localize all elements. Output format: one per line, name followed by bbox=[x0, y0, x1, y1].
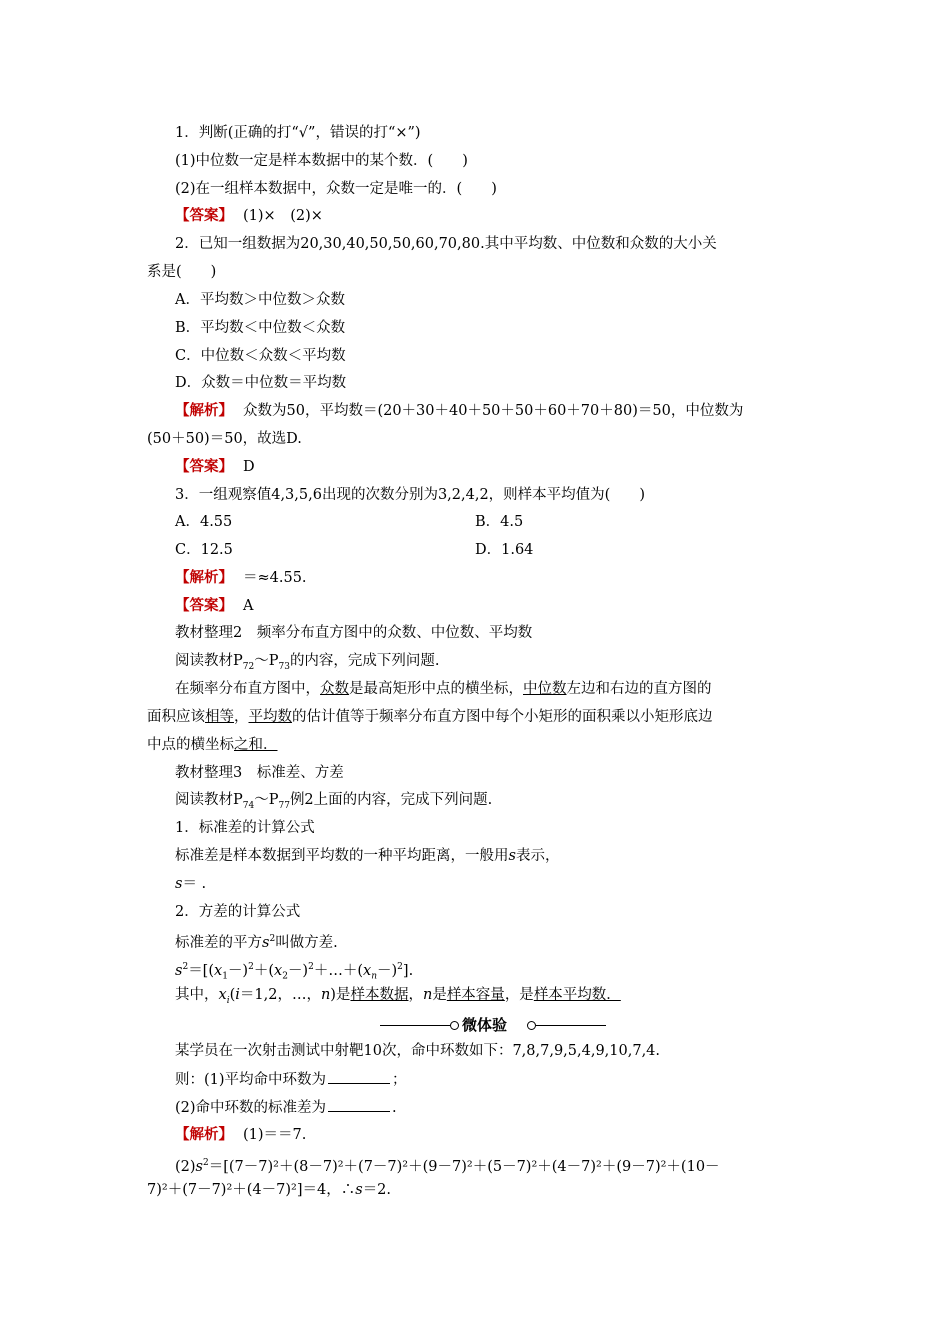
reading-text: 阅读教材P bbox=[175, 792, 243, 808]
para-text: 表示， bbox=[515, 848, 560, 864]
para-text: 中点的横坐标 bbox=[147, 737, 234, 753]
q2-analysis-line-2: (50＋50)＝50，故选D. bbox=[147, 431, 302, 447]
subscript: 2 bbox=[282, 971, 288, 982]
divider-dot-left bbox=[450, 1021, 459, 1030]
analysis-text: (2) bbox=[175, 1158, 196, 1175]
para-text: 左边和右边的直方图的 bbox=[566, 681, 712, 697]
para-text: 在频率分布直方图中， bbox=[175, 681, 320, 697]
q1-item-1: (1)中位数一定是样本数据中的某个数．( ) bbox=[175, 153, 468, 169]
variable: x bbox=[218, 987, 227, 1003]
analysis-text: ＝[(7－7)²＋(8－7)²＋(7－7)²＋(9－7)²＋(5－7)²＋(4－7)²＋(9－7)²＋(10－ bbox=[208, 1158, 720, 1175]
section2-paragraph-line-1 bbox=[175, 679, 712, 699]
sd-description bbox=[175, 846, 559, 866]
variable: i bbox=[235, 987, 240, 1003]
para-text: 标准差的平方 bbox=[175, 934, 262, 951]
superscript: 2 bbox=[182, 962, 189, 972]
blank-answer: 样本容量 bbox=[446, 987, 505, 1003]
para-text: ＝1,2，…， bbox=[239, 987, 321, 1003]
section2-paragraph-line-3 bbox=[147, 735, 278, 755]
section3-heading: 教材整理3 标准差、方差 bbox=[175, 765, 344, 781]
formula-text: ＋…＋( bbox=[313, 962, 364, 979]
micro-problem: 某学员在一次射击测试中射靶10次，命中环数如下：7,8,7,9,5,4,9,10,7,4. bbox=[175, 1043, 661, 1059]
variance-formula bbox=[175, 957, 413, 987]
micro-analysis-line-1 bbox=[175, 1125, 306, 1145]
q2-analysis-line-1 bbox=[175, 401, 743, 421]
divider-line-right bbox=[536, 1025, 606, 1026]
divider-line-left bbox=[380, 1025, 450, 1026]
reading-text: 阅读教材P bbox=[175, 653, 243, 669]
para-text: 是最高矩形中点的横坐标， bbox=[349, 681, 523, 697]
micro-experience-divider bbox=[380, 1015, 606, 1037]
variance-description bbox=[175, 929, 338, 953]
micro-analysis-line-2 bbox=[175, 1153, 720, 1177]
formula-text: ＝ . bbox=[182, 876, 207, 892]
micro-question-2 bbox=[175, 1097, 397, 1118]
q2-stem-line-2: 系是( ) bbox=[147, 264, 217, 280]
q2-analysis-text-1: 众数为50，平均数＝(20＋30＋40＋50＋50＋60＋70＋80)＝50，中位数为 bbox=[243, 403, 744, 419]
para-text: ，是 bbox=[504, 987, 534, 1003]
q1-stem: 1．判断(正确的打“√”，错误的打“×”) bbox=[175, 125, 421, 141]
superscript: 2 bbox=[203, 1158, 209, 1168]
q3-option-a: A．4.55 bbox=[175, 514, 233, 530]
subscript: i bbox=[226, 995, 230, 1006]
para-text: ， bbox=[234, 709, 249, 725]
blank-answer: 相等 bbox=[205, 709, 234, 725]
analysis-text: 7)²＋(7－7)²＋(4－7)²]＝4，∴ bbox=[147, 1182, 356, 1198]
reading-text: ～P bbox=[254, 653, 279, 669]
blank-answer: 平均数 bbox=[248, 709, 292, 725]
formula-text: ]. bbox=[402, 962, 414, 979]
micro-experience-title: 微体验 bbox=[462, 1016, 508, 1034]
q2-option-b: B．平均数＜中位数＜众数 bbox=[175, 320, 346, 336]
para-text: 叫做方差. bbox=[275, 934, 338, 951]
variable: s bbox=[175, 962, 183, 979]
blank-answer: 样本平均数． bbox=[533, 987, 621, 1003]
answer-tag: 【答案】 bbox=[175, 207, 233, 224]
subscript: n bbox=[371, 971, 377, 982]
blank-answer: 样本数据 bbox=[350, 987, 409, 1003]
variable: n bbox=[422, 987, 433, 1003]
variable: s bbox=[262, 934, 270, 951]
q3-analysis-line bbox=[175, 568, 307, 588]
blank-answer: 之和． bbox=[234, 737, 278, 753]
q1-answer: (1)× (2)× bbox=[243, 208, 323, 224]
q2-option-c: C．中位数＜众数＜平均数 bbox=[175, 348, 346, 364]
para-text: 的估计值等于频率分布直方图中每个小矩形的面积乘以小矩形底边 bbox=[292, 709, 713, 725]
variable: s bbox=[508, 848, 516, 864]
reading-text: 的内容，完成下列问题. bbox=[289, 653, 440, 669]
question-text: . bbox=[392, 1100, 397, 1116]
variable: s bbox=[195, 1158, 203, 1175]
analysis-text: ＝2. bbox=[362, 1182, 392, 1198]
variance-title: 2．方差的计算公式 bbox=[175, 904, 301, 920]
subscript: 1 bbox=[222, 971, 228, 982]
micro-question-1 bbox=[175, 1069, 407, 1090]
question-text: 则：(1)平均命中环数为 bbox=[175, 1072, 327, 1088]
page-subscript: 77 bbox=[278, 800, 290, 811]
variance-where bbox=[175, 985, 621, 1011]
variable: x bbox=[274, 962, 283, 979]
superscript: 2 bbox=[269, 934, 276, 944]
answer-tag: 【答案】 bbox=[175, 458, 233, 475]
para-text: 是 bbox=[432, 987, 447, 1003]
q2-answer: D bbox=[243, 459, 255, 475]
question-text: ； bbox=[392, 1072, 407, 1088]
section2-paragraph-line-2 bbox=[147, 707, 713, 727]
formula-text: ＋( bbox=[253, 962, 275, 979]
section3-reading bbox=[175, 790, 492, 816]
sd-title: 1．标准差的计算公式 bbox=[175, 820, 315, 836]
page-subscript: 72 bbox=[242, 661, 255, 672]
para-text: 面积应该 bbox=[147, 709, 205, 725]
variable: n bbox=[320, 987, 331, 1003]
formula-text: －) bbox=[227, 962, 249, 979]
sd-formula bbox=[175, 874, 206, 894]
q3-answer: A bbox=[243, 598, 254, 614]
q3-analysis: ＝≈4.55. bbox=[243, 570, 307, 586]
blank-answer: 中位数 bbox=[523, 681, 567, 697]
superscript: 2 bbox=[308, 962, 314, 972]
variable: s bbox=[355, 1182, 363, 1198]
answer-tag: 【答案】 bbox=[175, 597, 233, 614]
variable: x bbox=[214, 962, 223, 979]
q2-option-a: A．平均数＞中位数＞众数 bbox=[175, 292, 345, 308]
formula-text: －) bbox=[287, 962, 309, 979]
divider-dot-right bbox=[527, 1021, 536, 1030]
formula-text: ＝[( bbox=[188, 962, 215, 979]
q1-answer-line bbox=[175, 206, 323, 226]
section2-heading: 教材整理2 频率分布直方图中的众数、中位数、平均数 bbox=[175, 625, 533, 641]
reading-text: 例2上面的内容，完成下列问题. bbox=[289, 792, 493, 808]
analysis-tag: 【解析】 bbox=[175, 402, 233, 419]
page-subscript: 74 bbox=[242, 800, 255, 811]
page-subscript: 73 bbox=[278, 661, 290, 672]
para-text: )是 bbox=[330, 987, 351, 1003]
analysis-tag: 【解析】 bbox=[175, 1126, 233, 1143]
para-text: 其中， bbox=[175, 987, 219, 1003]
blank-answer: 众数 bbox=[320, 681, 349, 697]
q3-option-c: C．12.5 bbox=[175, 542, 233, 558]
q1-item-2: (2)在一组样本数据中，众数一定是唯一的．( ) bbox=[175, 181, 497, 197]
fill-blank bbox=[328, 1069, 390, 1084]
variable: x bbox=[363, 962, 372, 979]
q2-answer-line bbox=[175, 457, 255, 477]
analysis-text: (1)＝＝7. bbox=[243, 1127, 307, 1143]
para-text: 标准差是样本数据到平均数的一种平均距离，一般用 bbox=[175, 848, 509, 864]
q3-option-d: D．1.64 bbox=[475, 542, 534, 558]
q3-stem: 3．一组观察值4,3,5,6出现的次数分别为3,2,4,2，则样本平均值为( ) bbox=[175, 487, 645, 503]
superscript: 2 bbox=[397, 962, 403, 972]
micro-analysis-line-3 bbox=[147, 1180, 391, 1200]
q3-option-b: B．4.5 bbox=[475, 514, 524, 530]
q2-stem-line-1: 2．已知一组数据为20,30,40,50,50,60,70,80.其中平均数、中位数和众数的大小关 bbox=[175, 236, 717, 252]
para-text: ， bbox=[408, 987, 423, 1003]
para-text: ( bbox=[229, 987, 236, 1003]
formula-text: －) bbox=[377, 962, 398, 979]
section2-reading bbox=[175, 651, 440, 677]
q3-answer-line bbox=[175, 596, 253, 616]
reading-text: ～P bbox=[254, 792, 279, 808]
variable: s bbox=[175, 876, 183, 892]
question-text: (2)命中环数的标准差为 bbox=[175, 1100, 327, 1116]
superscript: 2 bbox=[248, 962, 254, 972]
analysis-tag: 【解析】 bbox=[175, 569, 233, 586]
q2-option-d: D．众数＝中位数＝平均数 bbox=[175, 375, 347, 391]
fill-blank bbox=[328, 1097, 390, 1112]
